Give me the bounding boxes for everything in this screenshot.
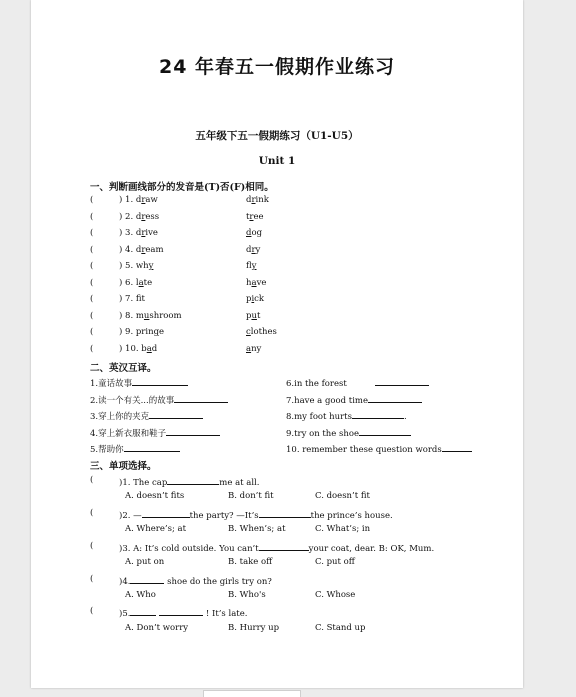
next-page-edge [203, 690, 301, 697]
answer-paren: ( [90, 212, 94, 222]
answer-paren: ( [90, 294, 94, 304]
phonics-item-8: ) 8. mushroom [119, 311, 182, 321]
question-2: )2. — the party? —It’s the prince’s house. [119, 508, 393, 521]
phonics-item-7: ) 7. ft [119, 294, 145, 304]
question-3: )3. A: It’s cold outside. You can’t your coat, dear. B: OK, Mum. [119, 541, 434, 554]
question-3-paren: ( [90, 541, 94, 551]
q4-option-b: B. Who's [228, 590, 266, 600]
phonics-item-4: ) 4. dream [119, 245, 164, 255]
q1-option-c: C. doesn’t fit [315, 491, 370, 501]
question-4: )4. shoe do the girls try on? [119, 574, 272, 587]
q2-option-a: A. Where’s; at [125, 524, 186, 534]
q3-option-a: A. put on [125, 557, 165, 567]
translate-item-3: 3.穿上你的夹克 [90, 409, 203, 422]
section3-heading: 三、单项选择。 [90, 461, 157, 472]
phonics-compare-word-8: put [246, 311, 261, 321]
document-page [31, 0, 523, 688]
q2-option-b: B. When’s; at [228, 524, 286, 534]
translate-item-1: 1.童话故事 [90, 376, 188, 389]
question-1-paren: ( [90, 475, 94, 485]
translate-item-9: 9.try on the shoe [286, 426, 411, 439]
q4-option-a: A. Who [125, 590, 156, 600]
question-5-paren: ( [90, 606, 94, 616]
page-subtitle: 五年级下五一假期练习（U1-U5） [195, 130, 359, 142]
q5-option-a: A. Don’t worry [125, 623, 189, 633]
phonics-compare-word-2: tree [246, 212, 264, 222]
translate-item-5: 5.帮助你 [90, 442, 180, 455]
phonics-item-5: ) 5. why [119, 261, 154, 271]
page-title: 24 年春五一假期作业练习 [158, 56, 396, 78]
phonics-compare-word-7: pick [246, 294, 265, 304]
q1-option-a: A. doesn’t fits [125, 491, 185, 501]
unit-heading: Unit 1 [258, 155, 296, 167]
phonics-compare-word-3: dog [246, 228, 263, 238]
translate-item-8: 8.my foot hurts . [286, 409, 407, 422]
answer-paren: ( [90, 195, 94, 205]
answer-paren: ( [90, 278, 94, 288]
phonics-compare-word-4: dry [246, 245, 261, 255]
phonics-item-3: ) 3. drive [119, 228, 158, 238]
question-1: )1. The cap me at all. [119, 475, 259, 488]
q5-option-b: B. Hurry up [228, 623, 280, 633]
q3-option-b: B. take off [228, 557, 273, 567]
phonics-compare-word-5: fly [246, 261, 257, 271]
phonics-item-2: ) 2. dress [119, 212, 160, 222]
answer-paren: ( [90, 245, 94, 255]
section2-heading: 二、英汉互译。 [90, 363, 157, 374]
phonics-item-6: ) 6. late [119, 278, 153, 288]
answer-paren: ( [90, 327, 94, 337]
answer-paren: ( [90, 261, 94, 271]
phonics-item-9: ) 9. pringe [119, 327, 165, 337]
phonics-item-1: ) 1. draw [119, 195, 158, 205]
question-2-paren: ( [90, 508, 94, 518]
translate-item-2: 2.读一个有关...的故事 [90, 393, 228, 406]
q4-option-c: C. Whose [315, 590, 356, 600]
q5-option-c: C. Stand up [315, 623, 366, 633]
phonics-compare-word-6: have [246, 278, 267, 288]
q1-option-b: B. don’t fit [228, 491, 274, 501]
answer-paren: ( [90, 311, 94, 321]
translate-item-6: 6.in the forest [286, 376, 429, 389]
phonics-compare-word-1: drink [246, 195, 269, 205]
phonics-compare-word-10: any [246, 344, 262, 354]
question-5: )5. ! It’s late. [119, 606, 247, 619]
translate-item-4: 4.穿上新衣服和鞋子 [90, 426, 220, 439]
question-4-paren: ( [90, 574, 94, 584]
translate-item-7: 7.have a good time [286, 393, 422, 406]
translate-item-10: 10. remember these question words [286, 442, 472, 455]
answer-paren: ( [90, 344, 94, 354]
q2-option-c: C. What’s; in [315, 524, 371, 534]
phonics-item-10: ) 10. bad [119, 344, 158, 354]
q3-option-c: C. put off [315, 557, 355, 567]
section1-heading: 一、判断画线部分的发音是(T)否(F)相同。 [90, 182, 274, 193]
phonics-compare-word-9: clothes [246, 327, 277, 337]
answer-paren: ( [90, 228, 94, 238]
